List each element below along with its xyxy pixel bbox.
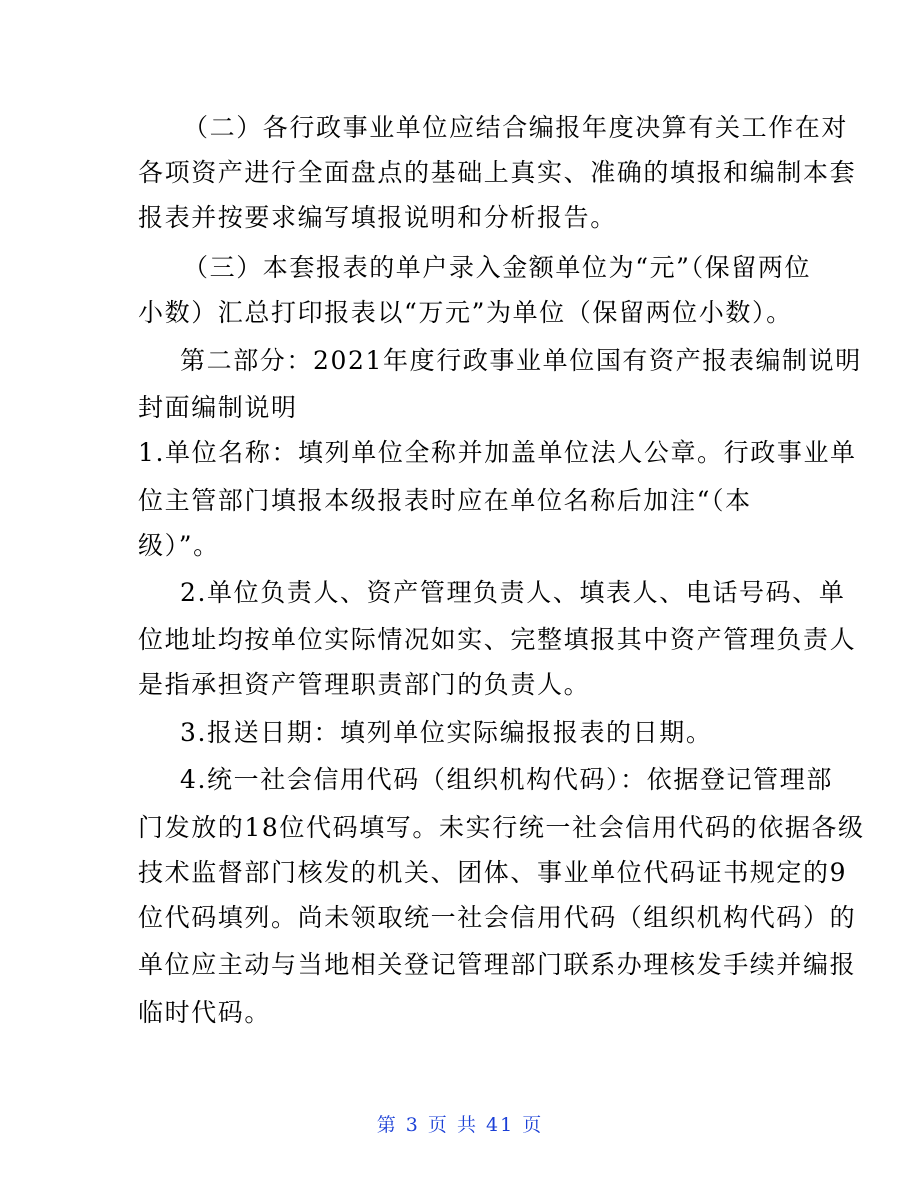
paragraph-line: 是指承担资产管理职责部门的负责人。 xyxy=(138,670,591,699)
paragraph-line: （二）各行政事业单位应结合编报年度决算有关工作在对 xyxy=(183,113,849,142)
paragraph-line: 3.报送日期：填列单位实际编报报表的日期。 xyxy=(180,718,713,747)
paragraph-line: 报表并按要求编写填报说明和分析报告。 xyxy=(138,203,617,232)
paragraph-line: 各项资产进行全面盘点的基础上真实、准确的填报和编制本套 xyxy=(138,158,857,187)
paragraph-line: 位主管部门填报本级报表时应在单位名称后加注“（本 xyxy=(138,486,752,515)
paragraph-line: 2.单位负责人、资产管理负责人、填表人、电话号码、单 xyxy=(180,578,846,607)
paragraph-line: 技术监督部门核发的机关、团体、事业单位代码证书规定的9 xyxy=(138,858,848,887)
paragraph-line: 位代码填列。尚未领取统一社会信用代码（组织机构代码）的 xyxy=(138,903,857,932)
paragraph-line: 临时代码。 xyxy=(138,998,272,1027)
paragraph-line: 级）”。 xyxy=(138,531,220,560)
paragraph-line: 门发放的18位代码填写。未实行统一社会信用代码的依据各级 xyxy=(138,813,865,842)
paragraph-line: 小数）汇总打印报表以“万元”为单位（保留两位小数）。 xyxy=(138,298,793,327)
paragraph-line: 4.统一社会信用代码（组织机构代码）：依据登记管理部 xyxy=(180,765,833,794)
paragraph-line: 位地址均按单位实际情况如实、完整填报其中资产管理负责人 xyxy=(138,625,857,654)
paragraph-line: （三）本套报表的单户录入金额单位为“元”（保留两位 xyxy=(183,253,812,282)
paragraph-line: 1.单位名称：填列单位全称并加盖单位法人公章。行政事业单 xyxy=(138,438,857,467)
subsection-heading: 封面编制说明 xyxy=(138,393,298,422)
page-number: 第 3 页 共 41 页 xyxy=(376,1114,544,1136)
section-heading: 第二部分：2021年度行政事业单位国有资产报表编制说明 xyxy=(180,346,862,375)
paragraph-line: 单位应主动与当地相关登记管理部门联系办理核发手续并编报 xyxy=(138,950,857,979)
